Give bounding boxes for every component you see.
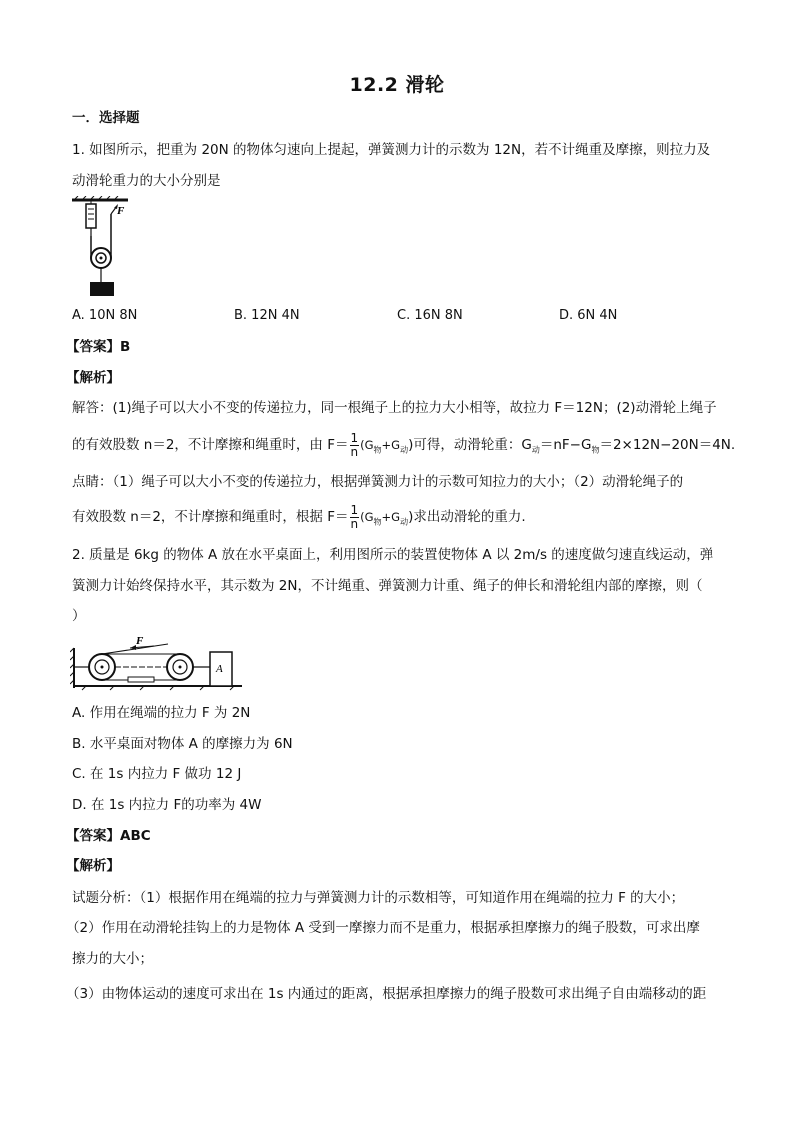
q1-analysis-tag: 【解析】 [66,370,120,386]
q1-solution-line2: 的有效股数 n＝2，不计摩擦和绳重时，由 F＝ $\frac{1}{n}$ $(G_物+G_动)$可得，动滑轮重：$G_动=nF-G_物=2\times 12N-20N=4N$. [72,430,736,459]
q2-figure-label-f: F [136,635,144,647]
q2-analysis-line1: 试题分析：（1）根据作用在绳端的拉力与弹簧测力计的示数相等，可知道作用在绳端的拉力 F 的大小； [72,890,685,906]
q1-stem-line1: 1. 如图所示，把重为 20N 的物体匀速向上提起，弹簧测力计的示数为 12N，若不计绳重及摩擦，则拉力及 [72,142,711,158]
q2-option-b: B. 水平桌面对物体 A 的摩擦力为 6N [72,736,293,752]
fraction-1-over-n: $\frac{1}{n}$ [350,430,359,459]
page-title: 12.2 滑轮 [349,74,445,96]
q1-option-c: C. 16N 8N [397,308,463,323]
q2-stem-line3: ） [72,608,86,624]
q2-option-d: D. 在 1s 内拉力 F的功率为 4W [72,797,262,813]
q2-stem-line2: 簧测力计始终保持水平，其示数为 2N，不计绳重、弹簧测力计重、绳子的伸长和滑轮组内部的摩擦，则（ [72,578,703,594]
q1-note-line1: 点睛：（1）绳子可以大小不变的传递拉力，根据弹簧测力计的示数可知拉力的大小；（2）动滑轮绳子的 [72,474,684,490]
q2-option-c: C. 在 1s 内拉力 F 做功 12 J [72,766,242,782]
q1-figure-label-f: F [117,205,125,217]
q1-note-line2: 有效股数 n＝2，不计摩擦和绳重时，根据 F＝ $\frac{1}{n}$ $(G_物+G_动)$求出动滑轮的重力. [72,502,526,531]
q2-figure-label-a: A [216,663,223,675]
q2-pulley-figure [70,634,246,692]
q1-stem-line2: 动滑轮重力的大小分别是 [72,173,221,189]
q1-option-d: D. 6N 4N [559,308,618,323]
q1-option-a: A. 10N 8N [72,308,138,323]
section-heading: 一．选择题 [72,110,140,126]
q2-analysis-line4: （3）由物体运动的速度可求出在 1s 内通过的距离，根据承担摩擦力的绳子股数可求出绳子自由端移动的距 [66,986,707,1002]
q1-pulley-figure [72,196,132,300]
q2-stem-line1: 2. 质量是 6kg 的物体 A 放在水平桌面上，利用图所示的装置使物体 A 以 2m/s 的速度做匀速直线运动，弹 [72,547,714,563]
q1-answer: 【答案】B [66,339,131,355]
q2-option-a: A. 作用在绳端的拉力 F 为 2N [72,705,251,721]
q2-answer: 【答案】ABC [66,828,151,844]
fraction-1-over-n-2: $\frac{1}{n}$ [350,502,359,531]
q2-analysis-line3: 擦力的大小； [72,951,153,967]
q2-analysis-line2: （2）作用在动滑轮挂钩上的力是物体 A 受到一摩擦力而不是重力，根据承担摩擦力的绳子股数，可求出摩 [66,920,700,936]
q2-analysis-tag: 【解析】 [66,858,120,874]
q1-solution-line1: 解答：(1)绳子可以大小不变的传递拉力，同一根绳子上的拉力大小相等，故拉力 F＝12N；(2)动滑轮上绳子 [72,400,717,416]
q1-option-b: B. 12N 4N [234,308,300,323]
